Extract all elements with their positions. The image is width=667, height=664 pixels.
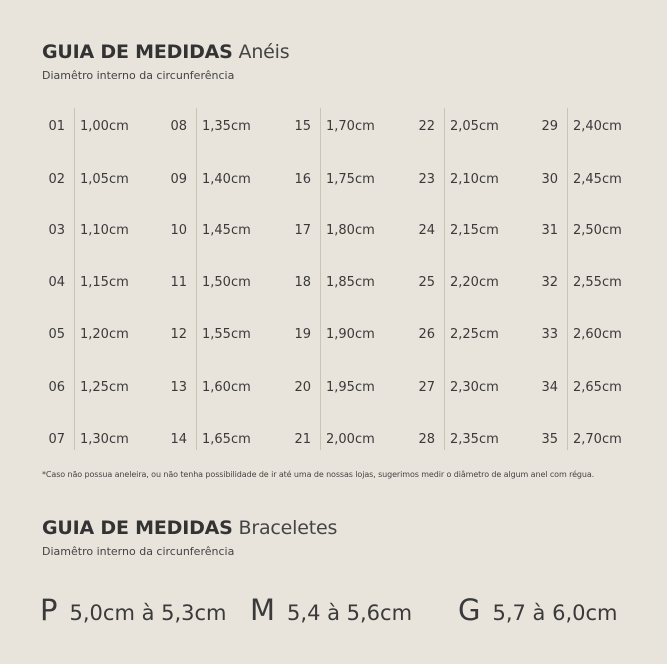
ring-size-row — [537, 432, 657, 452]
ring-size-row — [44, 223, 164, 243]
ring-size-row — [537, 275, 657, 295]
ring-size-diameter: 2,30cm — [450, 380, 499, 395]
ring-size-number: 08 — [170, 119, 187, 134]
ring-size-row — [537, 327, 657, 347]
ring-size-diameter: 1,45cm — [202, 223, 251, 238]
ring-size-row — [414, 327, 534, 347]
ring-size-row — [537, 223, 657, 243]
ring-size-row — [166, 223, 286, 243]
ring-size-row — [44, 119, 164, 139]
ring-size-row — [166, 119, 286, 139]
ring-size-diameter: 2,25cm — [450, 327, 499, 342]
ring-size-number: 15 — [294, 119, 311, 134]
ring-size-number: 21 — [294, 432, 311, 447]
ring-size-diameter: 1,35cm — [202, 119, 251, 134]
ring-size-number: 04 — [48, 275, 65, 290]
ring-size-diameter: 1,70cm — [326, 119, 375, 134]
rings-guide-title — [42, 41, 289, 63]
ring-size-number: 29 — [541, 119, 558, 134]
ring-size-row — [44, 432, 164, 452]
ring-column — [414, 108, 534, 450]
ring-size-number: 34 — [541, 380, 558, 395]
ring-size-number: 12 — [170, 327, 187, 342]
ring-size-diameter: 1,55cm — [202, 327, 251, 342]
ring-size-number: 07 — [48, 432, 65, 447]
ring-column — [44, 108, 164, 450]
ring-size-number: 31 — [541, 223, 558, 238]
ring-size-number: 11 — [170, 275, 187, 290]
ring-size-number: 09 — [170, 172, 187, 187]
ring-size-diameter: 1,85cm — [326, 275, 375, 290]
ring-size-number: 33 — [541, 327, 558, 342]
ring-size-diameter: 2,70cm — [573, 432, 622, 447]
bracelet-size-p — [40, 593, 227, 633]
ring-size-row — [537, 380, 657, 400]
ring-size-diameter: 1,25cm — [80, 380, 129, 395]
ring-size-row — [166, 432, 286, 452]
ring-size-number: 32 — [541, 275, 558, 290]
ring-size-row — [414, 172, 534, 192]
ring-size-row — [414, 275, 534, 295]
ring-size-diameter: 1,15cm — [80, 275, 129, 290]
bracelets-guide-title — [42, 517, 337, 539]
ring-size-number: 23 — [418, 172, 435, 187]
rings-subtitle: Diamêtro interno da circunferência — [42, 69, 235, 82]
bracelets-title-bold: GUIA DE MEDIDAS — [42, 517, 233, 539]
ring-size-number: 13 — [170, 380, 187, 395]
ring-size-number: 18 — [294, 275, 311, 290]
ring-size-diameter: 1,80cm — [326, 223, 375, 238]
ring-size-number: 30 — [541, 172, 558, 187]
ring-size-number: 26 — [418, 327, 435, 342]
ring-size-diameter: 2,05cm — [450, 119, 499, 134]
bracelets-title-light: Braceletes — [238, 517, 338, 539]
ring-size-row — [414, 119, 534, 139]
ring-size-row — [290, 119, 410, 139]
ring-size-diameter: 2,45cm — [573, 172, 622, 187]
ring-size-number: 06 — [48, 380, 65, 395]
bracelet-size-g — [458, 593, 618, 633]
bracelets-subtitle: Diamêtro interno da circunferência — [42, 545, 235, 558]
bracelet-size-m — [250, 593, 412, 633]
bracelet-size-label: G — [458, 593, 481, 627]
bracelet-size-range: 5,7 à 6,0cm — [492, 601, 618, 625]
ring-size-diameter: 1,60cm — [202, 380, 251, 395]
ring-size-number: 24 — [418, 223, 435, 238]
ring-size-row — [414, 432, 534, 452]
ring-size-diameter: 1,95cm — [326, 380, 375, 395]
ring-size-diameter: 2,55cm — [573, 275, 622, 290]
ring-size-row — [414, 223, 534, 243]
ring-column — [290, 108, 410, 450]
ring-size-diameter: 1,30cm — [80, 432, 129, 447]
ring-size-number: 28 — [418, 432, 435, 447]
ring-size-row — [44, 275, 164, 295]
ring-size-number: 27 — [418, 380, 435, 395]
bracelet-size-label: P — [40, 593, 58, 627]
rings-title-light: Anéis — [238, 41, 290, 63]
ring-size-row — [290, 223, 410, 243]
ring-size-diameter: 1,00cm — [80, 119, 129, 134]
ring-size-row — [44, 327, 164, 347]
ring-size-diameter: 1,50cm — [202, 275, 251, 290]
ring-size-diameter: 1,05cm — [80, 172, 129, 187]
rings-title-bold: GUIA DE MEDIDAS — [42, 41, 233, 63]
bracelet-size-range: 5,4 à 5,6cm — [287, 601, 413, 625]
ring-column — [166, 108, 286, 450]
ring-size-diameter: 2,40cm — [573, 119, 622, 134]
ring-size-diameter: 2,35cm — [450, 432, 499, 447]
ring-size-row — [414, 380, 534, 400]
ring-size-row — [166, 327, 286, 347]
ring-size-number: 17 — [294, 223, 311, 238]
ring-size-number: 22 — [418, 119, 435, 134]
ring-size-row — [290, 432, 410, 452]
ring-size-diameter: 2,60cm — [573, 327, 622, 342]
ring-size-row — [44, 380, 164, 400]
ring-size-number: 10 — [170, 223, 187, 238]
ring-size-number: 02 — [48, 172, 65, 187]
bracelet-size-label: M — [250, 593, 276, 627]
ring-size-row — [290, 172, 410, 192]
ring-size-number: 01 — [48, 119, 65, 134]
ring-size-row — [290, 275, 410, 295]
ring-size-number: 03 — [48, 223, 65, 238]
ring-size-row — [166, 172, 286, 192]
ring-size-number: 19 — [294, 327, 311, 342]
ring-size-row — [290, 327, 410, 347]
ring-column — [537, 108, 657, 450]
rings-footnote: *Caso não possua aneleira, ou não tenha possibilidade de ir até uma de nossas lojas, sugerimos medir o diâmetro de algum anel com régua. — [42, 470, 595, 479]
ring-size-number: 20 — [294, 380, 311, 395]
ring-size-diameter: 1,75cm — [326, 172, 375, 187]
ring-size-diameter: 2,65cm — [573, 380, 622, 395]
ring-size-diameter: 1,90cm — [326, 327, 375, 342]
ring-size-row — [44, 172, 164, 192]
ring-size-number: 14 — [170, 432, 187, 447]
ring-size-row — [166, 275, 286, 295]
ring-size-row — [537, 119, 657, 139]
ring-size-diameter: 2,20cm — [450, 275, 499, 290]
ring-size-diameter: 2,00cm — [326, 432, 375, 447]
ring-size-diameter: 1,65cm — [202, 432, 251, 447]
ring-size-number: 35 — [541, 432, 558, 447]
bracelet-size-range: 5,0cm à 5,3cm — [69, 601, 227, 625]
ring-size-diameter: 1,20cm — [80, 327, 129, 342]
ring-size-number: 16 — [294, 172, 311, 187]
ring-size-number: 25 — [418, 275, 435, 290]
ring-size-row — [537, 172, 657, 192]
ring-size-row — [290, 380, 410, 400]
ring-size-diameter: 2,15cm — [450, 223, 499, 238]
ring-size-diameter: 1,10cm — [80, 223, 129, 238]
ring-size-diameter: 2,50cm — [573, 223, 622, 238]
ring-size-diameter: 1,40cm — [202, 172, 251, 187]
ring-size-row — [166, 380, 286, 400]
ring-size-diameter: 2,10cm — [450, 172, 499, 187]
ring-size-number: 05 — [48, 327, 65, 342]
